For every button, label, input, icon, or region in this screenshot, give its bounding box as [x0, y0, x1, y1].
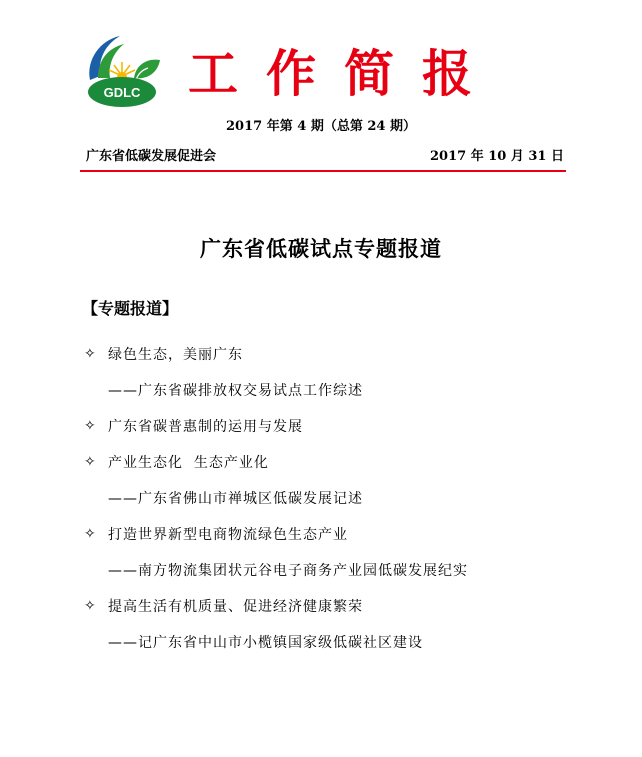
diamond-star-icon: ✧ — [84, 526, 97, 542]
toc-item-subtitle: ——记广东省中山市小榄镇国家级低碳社区建设 — [108, 635, 423, 651]
toc-list — [84, 336, 604, 660]
toc-item-title: 广东省碳普惠制的运用与发展 — [108, 419, 303, 435]
toc-item — [84, 516, 604, 588]
toc-item — [84, 444, 604, 516]
toc-item — [84, 336, 604, 408]
diamond-star-icon: ✧ — [84, 454, 97, 470]
section-heading: 【专题报道】 — [82, 299, 179, 318]
toc-item-title: 绿色生态，美丽广东 — [108, 347, 243, 363]
masthead-title: 工作简报 — [188, 44, 500, 103]
organization-name: 广东省低碳发展促进会 — [86, 149, 217, 164]
toc-item-subtitle: ——广东省佛山市禅城区低碳发展记述 — [108, 491, 363, 507]
publish-date: 2017 年 10 月 31 日 — [430, 149, 564, 164]
toc-item-subtitle: ——广东省碳排放权交易试点工作综述 — [108, 383, 363, 399]
toc-item — [84, 588, 604, 660]
diamond-star-icon: ✧ — [84, 598, 97, 614]
header-divider — [80, 170, 566, 172]
toc-item-title: 产业生态化 生态产业化 — [108, 455, 269, 471]
gdlc-logo-icon — [76, 30, 168, 110]
diamond-star-icon: ✧ — [84, 346, 97, 362]
diamond-star-icon: ✧ — [84, 418, 97, 434]
logo-text: GDLC — [103, 85, 141, 100]
toc-item-subtitle: ——南方物流集团状元谷电子商务产业园低碳发展纪实 — [108, 563, 468, 579]
issue-number: 2017 年第 4 期（总第 24 期） — [226, 119, 416, 134]
toc-item — [84, 408, 604, 444]
toc-item-title: 提高生活有机质量、促进经济健康繁荣 — [108, 599, 363, 615]
report-title: 广东省低碳试点专题报道 — [200, 237, 442, 261]
toc-item-title: 打造世界新型电商物流绿色生态产业 — [108, 527, 348, 543]
